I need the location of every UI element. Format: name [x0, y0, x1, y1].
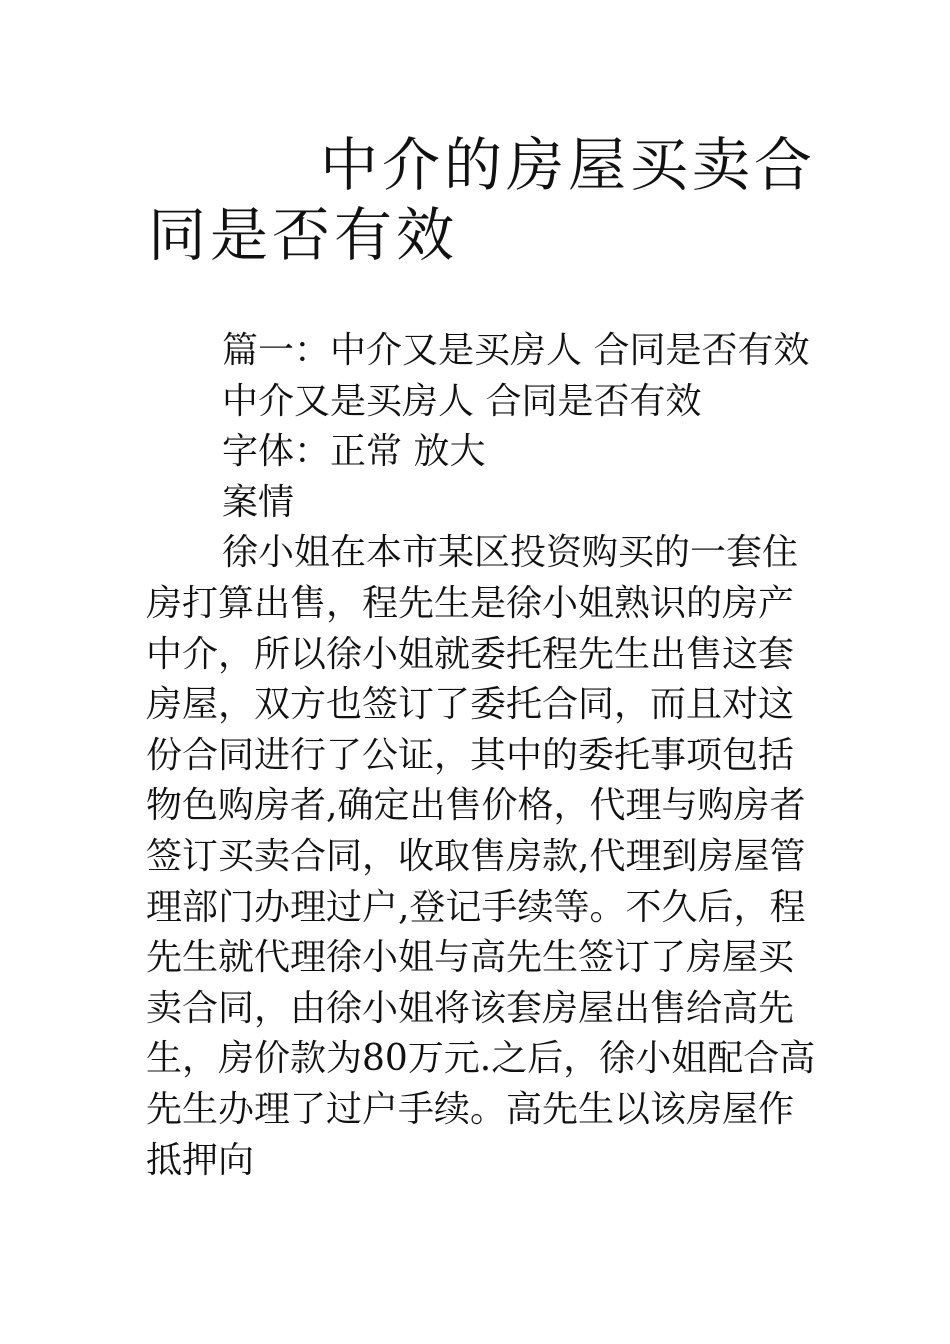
section-heading: 篇一：中介又是买房人 合同是否有效: [222, 330, 810, 371]
title-line-1: 中介的房屋买卖合: [320, 131, 817, 199]
document-title: [148, 130, 828, 270]
case-paragraph: 徐小姐在本市某区投资购买的一套住房打算出售，程先生是徐小姐熟识的房产中介，所以徐小姐就委托程先生出售这套房屋，双方也签订了委托合同，而且对这份合同进行了公证，其中的委托事项包括物色购房者,确定出售价格，代理与购房者签订买卖合同，收取售房款,代理到房屋管理部门办理过户,登记手续等。不久后，程先生就代理徐小姐与高先生签订了房屋买卖合同，由徐小姐将该套房屋出售给高先生，房价款为80万元.之后，徐小姐配合高先生办理了过户手续。高先生以该房屋作抵押向: [146, 532, 816, 1181]
article-subtitle: 中介又是买房人 合同是否有效: [222, 380, 702, 422]
case-heading: 案情: [222, 481, 295, 523]
title-line-2: 同是否有效: [148, 201, 459, 269]
document-body: [146, 326, 816, 1186]
font-size-line: 字体：正常 放大: [222, 431, 486, 473]
